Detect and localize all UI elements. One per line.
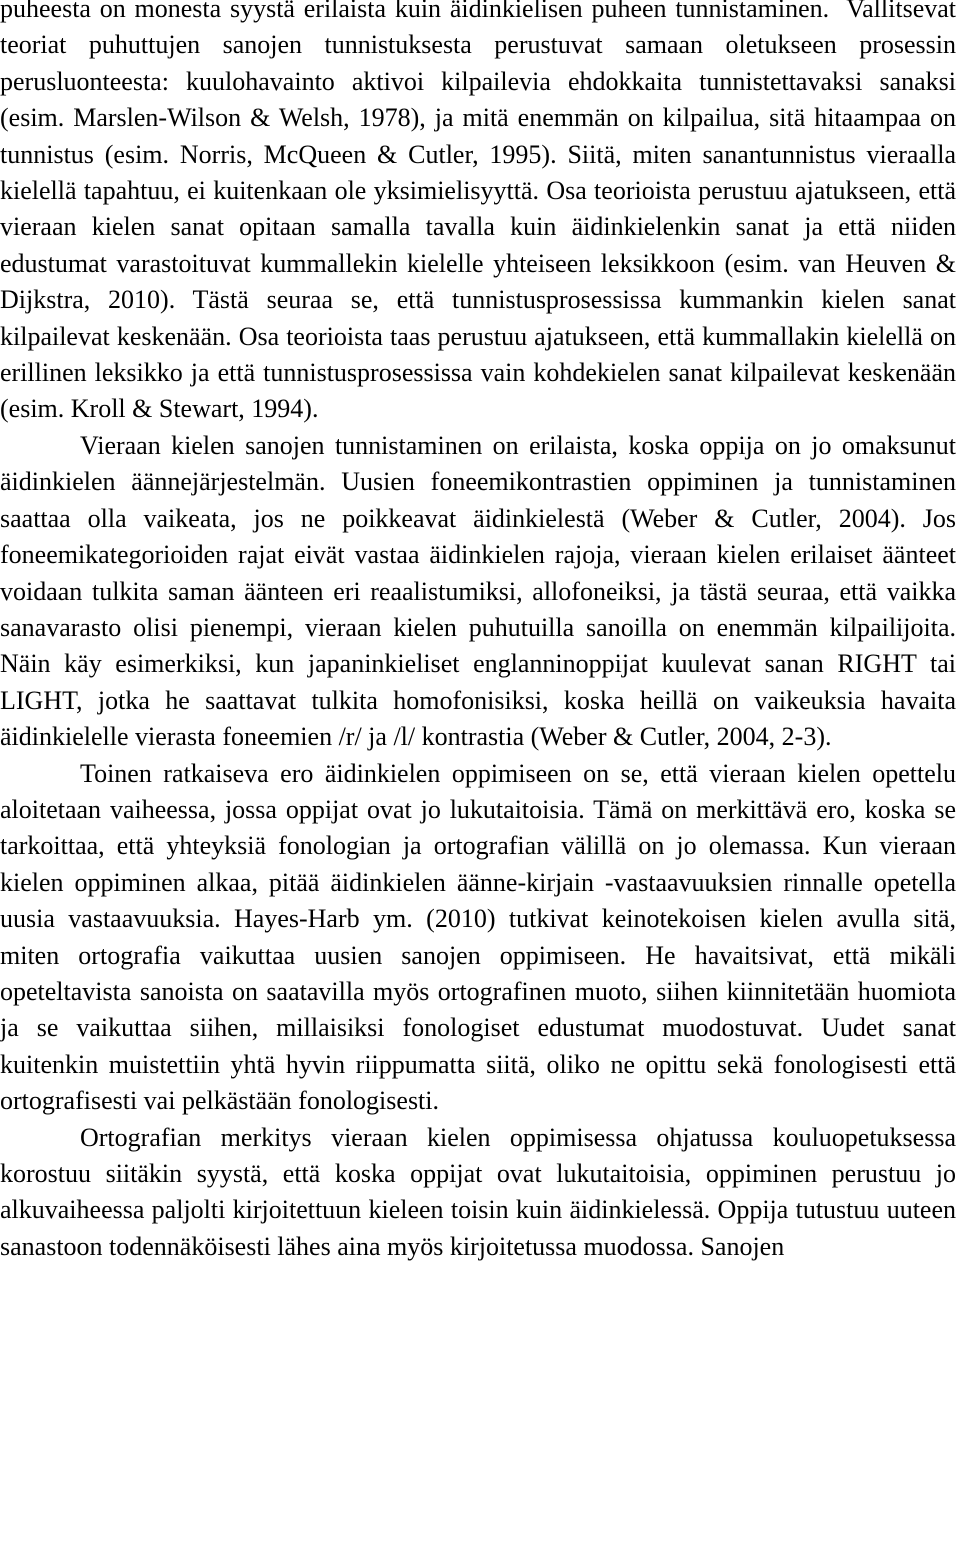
paragraph-4: Ortografian merkitys vieraan kielen oppimisessa ohjatussa kouluopetuksessa korostuu siitäkin syystä, että koska oppijat ovat lukutaitoisia, oppiminen perustuu jo alkuvaiheessa paljolti kirjoitettuun kieleen toisin kuin äidinkielessä. Oppija tutustuu uuteen sanastoon todennäköisesti lähes aina myös kirjoitetussa muodossa. Sanojen	[0, 1122, 956, 1261]
paragraph-3: Toinen ratkaiseva ero äidinkielen oppimiseen on se, että vieraan kielen opettelu aloitetaan vaiheessa, jossa oppijat ovat jo lukutaitoisia. Tämä on merkittävä ero, koska se tarkoittaa, että yhteyksiä fonologian ja ortografian välillä on jo olemassa. Kun vieraan kielen oppiminen alkaa, pitää äidinkielen äänne-kirjain -vastaavuuksien rinnalle opetella uusia vastaavuuksia. Hayes-Harb ym. (2010) tutkivat keinotekoisen kielen avulla sitä, miten ortografia vaikuttaa uusien sanojen oppimiseen. He havaitsivat, että mikäli opeteltavista sanoista on saatavilla myös ortografinen muoto, siihen kiinnitetään huomiota ja se vaikuttaa siihen, millaisiksi fonologiset edustumat muodostuvat. Uudet sanat kuitenkin muistettiin yhtä hyvin riippumatta siitä, oliko ne opittu sekä fonologisesti että ortografisesti vai pelkästään fonologisesti.	[0, 758, 956, 1116]
paragraph-1: puheesta on monesta syystä erilaista kuin äidinkielisen puheen tunnistaminen. Vallitsevat teoriat puhuttujen sanojen tunnistuksesta perustuvat samaan oletukseen prosessin perusluonteesta: kuulohavainto aktivoi kilpailevia ehdokkaita tunnistettavaksi sanaksi (esim. Marslen-Wilson & Welsh, 1978), ja mitä enemmän on kilpailua, sitä hitaampaa on tunnistus (esim. Norris, McQueen & Cutler, 1995). Siitä, miten sanantunnistus vieraalla kielellä tapahtuu, ei kuitenkaan ole yksimielisyyttä. Osa teorioista perustuu ajatukseen, että vieraan kielen sanat opitaan samalla tavalla kuin äidinkielenkin sanat ja että niiden edustumat varastoituvat kummallekin kielelle yhteiseen leksikkoon (esim. van Heuven & Dijkstra, 2010). Tästä seuraa se, että tunnistusprosessissa kummankin kielen sanat kilpailevat keskenään. Osa teorioista taas perustuu ajatukseen, että kummallakin kielellä on erillinen leksikko ja että tunnistusprosessissa vain kohdekielen sanat kilpailevat keskenään (esim. Kroll & Stewart, 1994).	[0, 0, 956, 424]
paragraph-2: Vieraan kielen sanojen tunnistaminen on erilaista, koska oppija on jo omaksunut äidinkielen äännejärjestelmän. Uusien foneemikontrastien oppiminen ja tunnistaminen saattaa olla vaikeata, jos ne poikkeavat äidinkielestä (Weber & Cutler, 2004). Jos foneemikategorioiden rajat eivät vastaa äidinkielen rajoja, vieraan kielen erilaiset äänteet voidaan tulkita saman äänteen eri reaalistumiksi, allofoneiksi, ja tästä seuraa, että vaikka sanavarasto olisi pienempi, vieraan kielen puhutuilla sanoilla on enemmän kilpailijoita. Näin käy esimerkiksi, kun japaninkieliset englanninoppijat kuulevat sanan RIGHT tai LIGHT, jotka he saattavat tulkita homofonisiksi, koska heillä on vaikeuksia havaita äidinkielelle vierasta foneemien /r/ ja /l/ kontrastia (Weber & Cutler, 2004, 2-3).	[0, 430, 956, 752]
